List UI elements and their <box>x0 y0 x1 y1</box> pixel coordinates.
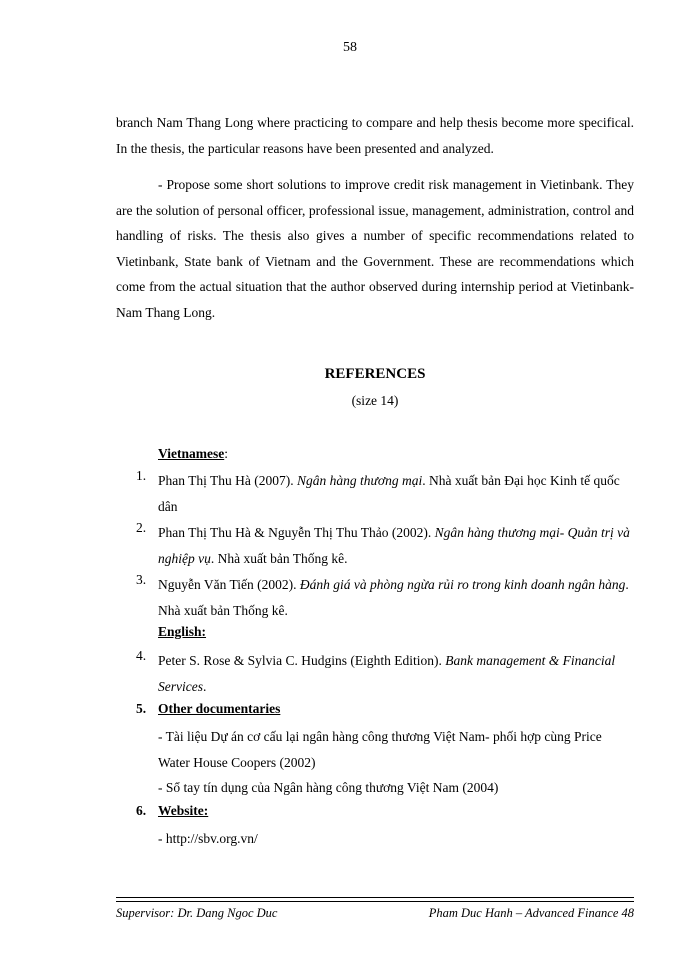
footer-rule-top <box>116 897 634 898</box>
section-vietnamese-heading <box>158 446 228 462</box>
reference-author: Phan Thị Thu Hà & Nguyễn Thị Thu Thảo (2002). <box>158 525 435 540</box>
reference-publisher: . Nhà xuất bản Đại học Kinh tế quốc dân <box>158 473 620 514</box>
footer-author: Pham Duc Hanh – Advanced Finance 48 <box>428 906 634 920</box>
reference-title: Bank management & Financial Services <box>158 653 616 694</box>
section-english-heading: English: <box>158 624 207 639</box>
reference-item <box>158 468 634 519</box>
reference-item <box>158 572 634 623</box>
reference-publisher: . <box>202 678 207 694</box>
page-number: 58 <box>343 40 357 55</box>
reference-item <box>158 648 634 699</box>
reference-number: 4. <box>136 648 147 663</box>
references-subtitle: (size 14) <box>351 393 399 408</box>
section-number: 5. <box>136 701 147 716</box>
reference-author: Nguyễn Văn Tiến (2002). <box>158 577 300 592</box>
section-website-heading: Website: <box>158 803 209 818</box>
reference-publisher: . Nhà xuất bản Thống kê. <box>210 550 348 566</box>
website-link[interactable]: - http://sbv.org.vn/ <box>158 831 258 846</box>
references-title: REFERENCES <box>324 366 426 382</box>
vietnamese-heading-text: Vietnamese <box>158 446 225 461</box>
reference-title: Ngân hàng thương mại- Quản trị và nghiệp vụ <box>158 525 630 566</box>
section-number: 6. <box>136 803 147 818</box>
reference-item <box>158 520 634 571</box>
reference-title: Đánh giá và phòng ngừa rủi ro trong kinh doanh ngân hàng <box>299 577 626 592</box>
reference-publisher: . Nhà xuất bản Thống kê. <box>158 577 629 618</box>
reference-title: Ngân hàng thương mại <box>297 473 423 488</box>
footer-rule-bottom <box>116 901 634 902</box>
other-documentary-item: - Tài liệu Dự án cơ cấu lại ngân hàng công thương Việt Nam- phối hợp cùng Price Water House Coopers (2002) <box>158 729 602 770</box>
reference-number: 2. <box>136 520 147 535</box>
section-other-heading: Other documentaries <box>158 701 281 716</box>
proposal-paragraph <box>116 172 634 325</box>
footer-supervisor: Supervisor: Dr. Dang Ngoc Duc <box>116 906 278 920</box>
other-documentary-item: - Sổ tay tín dụng của Ngân hàng công thương Việt Nam (2004) <box>158 780 499 795</box>
vietnamese-heading-colon: : <box>224 446 228 461</box>
reference-number: 1. <box>136 468 147 483</box>
reference-author: Phan Thị Thu Hà (2007). <box>158 473 297 488</box>
reference-number: 3. <box>136 572 147 587</box>
intro-paragraph: branch Nam Thang Long where practicing to compare and help thesis become more specifical. In the thesis, the particular reasons have been presented and analyzed. <box>116 115 634 156</box>
reference-author: Peter S. Rose & Sylvia C. Hudgins (Eighth Edition). <box>158 653 446 668</box>
proposal-text: - Propose some short solutions to improve credit risk management in Vietinbank. They are the solution of personal officer, professional issue, management, administration, control and handling of risks. The thesis also gives a number of specific recommendations related to Vietinbank, State bank of Vietnam and the Government. These are recommendations which come from the actual situation that the author observed during internship period at Vietinbank-Nam Thang Long. <box>116 177 634 320</box>
